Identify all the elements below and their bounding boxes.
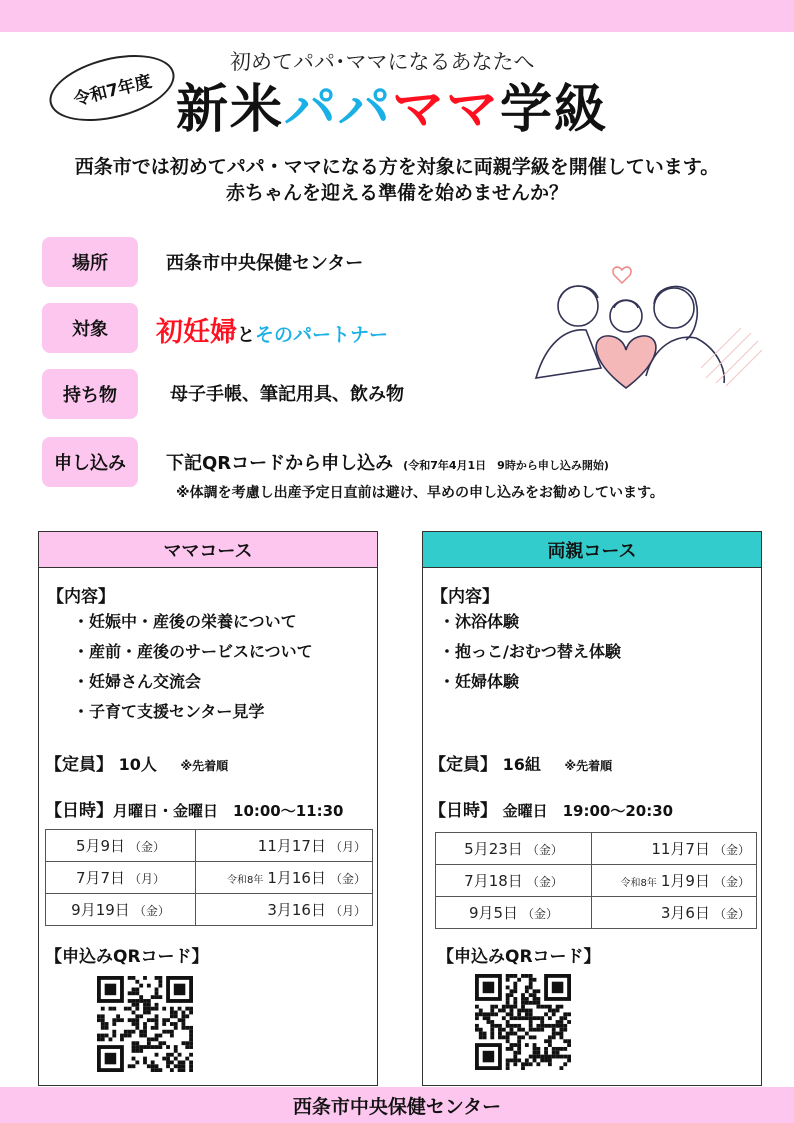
date-cell: 令和8年 1月9日 （金） [592, 865, 757, 897]
date-cell: 11月7日 （金） [592, 833, 757, 865]
mama-schedule-value: 月曜日・金曜日 10:00～11:30 [113, 802, 344, 820]
ryoshin-capacity-value: 16組 [502, 755, 541, 774]
top-band [0, 0, 794, 32]
intro-text [0, 154, 794, 206]
date-cell: 令和8年 1月16日 （金） [196, 862, 373, 894]
subtitle: 初めてパパ･ママになるあなたへ [230, 50, 535, 74]
table-row [46, 830, 373, 862]
target-main: 初妊婦 [156, 317, 237, 348]
title-part-mama: ママ [392, 80, 501, 140]
items-label: 持ち物 [42, 369, 138, 419]
ryoshin-qr-code-icon[interactable] [475, 974, 571, 1070]
baby-head [610, 300, 642, 332]
date-cell: 7月18日 （金） [436, 865, 592, 897]
small-heart-icon [613, 267, 631, 283]
intro-line-2: 赤ちゃんを迎える準備を始めませんか？ [225, 182, 568, 204]
mama-content-label: 【内容】 [47, 587, 115, 607]
title-part-shinmai: 新米 [176, 80, 285, 140]
table-row [436, 865, 757, 897]
date-cell: 11月17日 （月） [196, 830, 373, 862]
ryoshin-schedule-label: 【日時】 [429, 801, 497, 821]
ryoshin-schedule [429, 796, 673, 821]
year-badge-text: 令和7年度 [71, 71, 154, 110]
apply-label: 申し込み [42, 437, 138, 487]
mama-schedule-label: 【日時】 [45, 801, 113, 821]
mama-date-table [45, 829, 373, 926]
mama-schedule [45, 796, 344, 821]
footer-band [0, 1087, 794, 1123]
ryoshin-course-card [422, 531, 762, 1086]
ryoshin-capacity-label: 【定員】 [429, 755, 497, 775]
date-cell: 3月16日 （月） [196, 894, 373, 926]
mama-course-title: ママコース [39, 532, 377, 568]
title-part-papa: パパ [284, 80, 393, 140]
date-cell: 7月7日 （月） [46, 862, 196, 894]
ryoshin-date-table [435, 832, 757, 929]
table-row [436, 833, 757, 865]
apply-note: (令和7年4月1日 9時から申し込み開始) [403, 459, 609, 472]
mama-content-list [73, 607, 313, 727]
list-item: ・子育て支援センター見学 [73, 702, 265, 721]
ryoshin-course-title: 両親コース [423, 532, 761, 568]
mama-capacity-value: 10人 [118, 755, 157, 774]
heart-icon [596, 336, 656, 388]
items-value: 母子手帳、筆記用具、飲み物 [170, 384, 404, 405]
date-cell: 3月6日 （金） [592, 897, 757, 929]
list-item: ・抱っこ/おむつ替え体験 [439, 642, 621, 661]
table-row [46, 862, 373, 894]
mama-capacity-note: ※先着順 [180, 759, 229, 773]
mama-qr-label: 【申込みQRコード】 [45, 947, 209, 967]
intro-line-1: 西条市では初めてパパ・ママになる方を対象に両親学級を開催しています。 [74, 156, 720, 178]
page-title [176, 80, 608, 140]
title-part-gakkyu: 学級 [500, 80, 609, 140]
target-partner: そのパートナー [255, 324, 389, 346]
mama-course-card [38, 531, 378, 1086]
year-badge [43, 43, 182, 132]
list-item: ・妊婦体験 [439, 672, 520, 691]
ryoshin-content-list [439, 607, 621, 697]
mother-head [654, 288, 694, 328]
date-cell: 9月19日 （金） [46, 894, 196, 926]
ryoshin-capacity-note: ※先着順 [564, 759, 613, 773]
table-row [436, 897, 757, 929]
place-value: 西条市中央保健センター [166, 253, 364, 274]
ryoshin-content-label: 【内容】 [431, 587, 499, 607]
family-illustration [526, 258, 766, 398]
list-item: ・産前・産後のサービスについて [73, 642, 313, 661]
mama-qr-code-icon[interactable] [97, 976, 193, 1072]
date-cell: 5月9日 （金） [46, 830, 196, 862]
ryoshin-qr-label: 【申込みQRコード】 [437, 947, 601, 967]
date-cell: 9月5日 （金） [436, 897, 592, 929]
target-value [156, 310, 388, 349]
apply-value [166, 449, 609, 475]
place-label: 場所 [42, 237, 138, 287]
ryoshin-capacity [429, 750, 612, 775]
ryoshin-schedule-value: 金曜日 19:00～20:30 [502, 802, 674, 820]
target-label: 対象 [42, 303, 138, 353]
caution-note: ※体調を考慮し出産予定日直前は避け、早めの申し込みをお勧めしています。 [176, 485, 664, 501]
date-cell: 5月23日 （金） [436, 833, 592, 865]
table-row [46, 894, 373, 926]
apply-text: 下記QRコードから申し込み [166, 453, 394, 474]
footer-text: 西条市中央保健センター [292, 1095, 502, 1118]
mama-capacity [45, 750, 228, 775]
target-and: と [237, 325, 255, 346]
list-item: ・妊娠中・産後の栄養について [73, 612, 297, 631]
mama-capacity-label: 【定員】 [45, 755, 113, 775]
list-item: ・妊婦さん交流会 [73, 672, 202, 691]
list-item: ・沐浴体験 [439, 612, 520, 631]
